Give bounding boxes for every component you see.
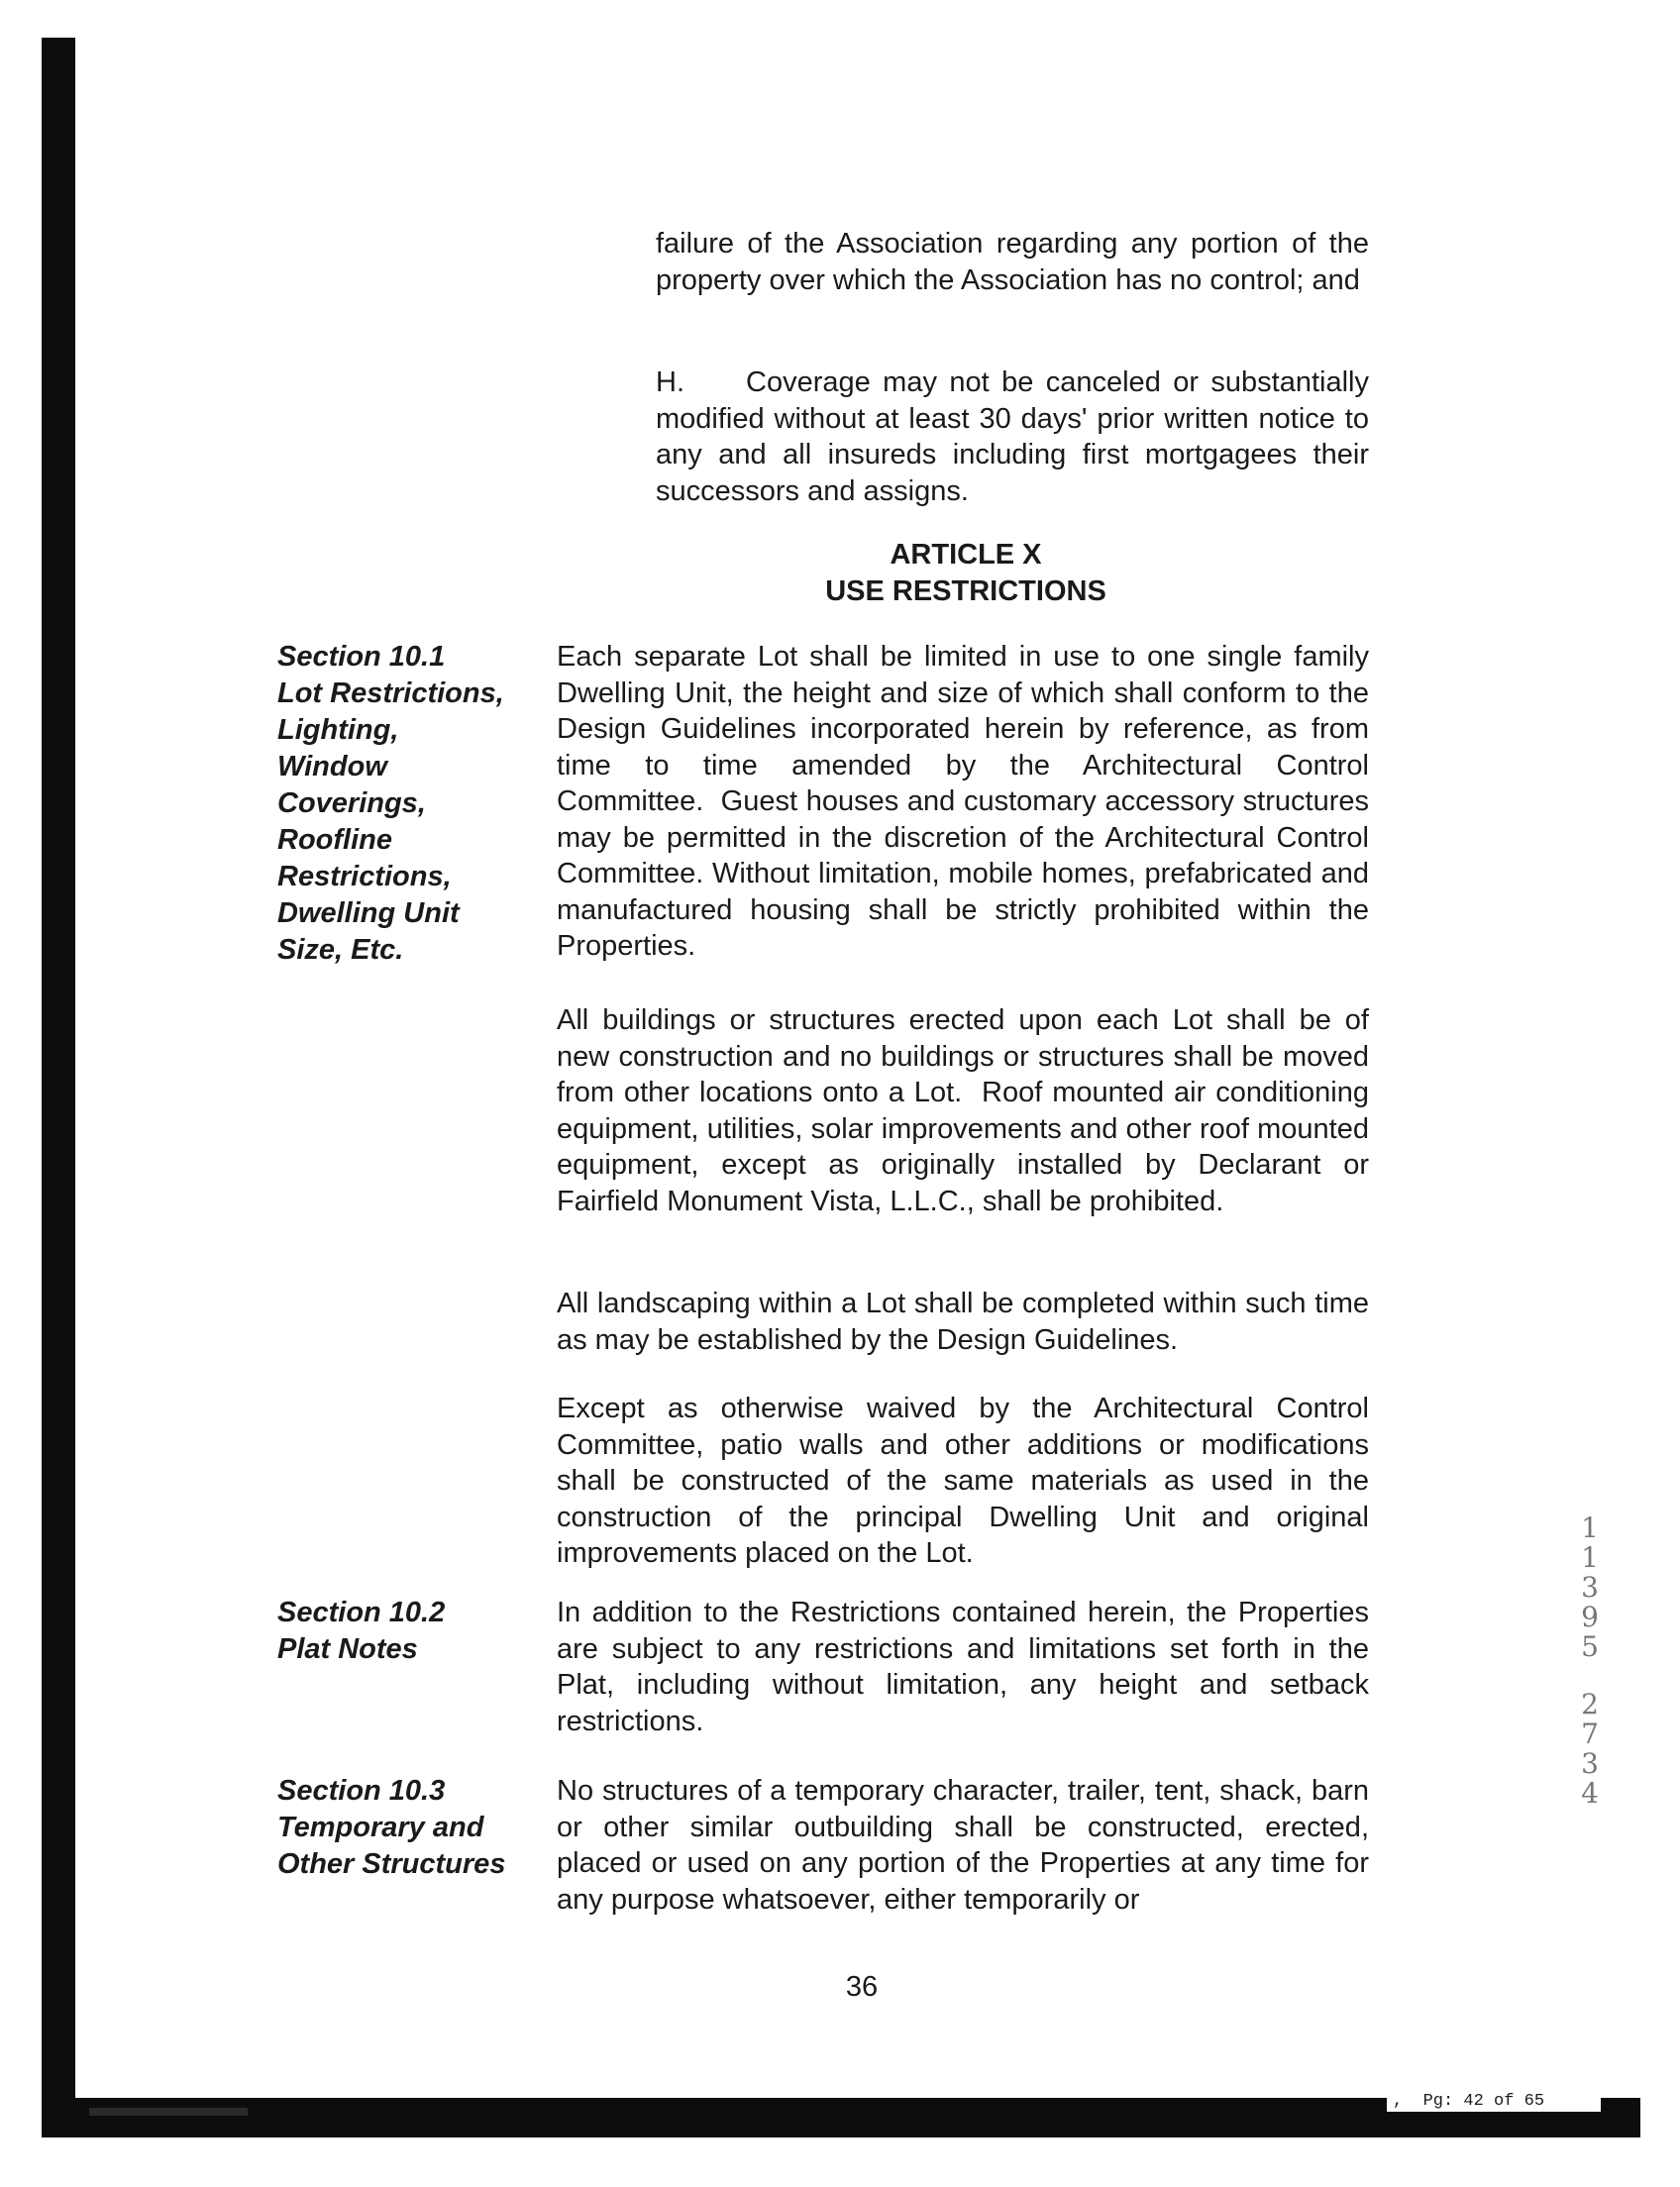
page-number: 36 [845, 1971, 879, 2003]
section-10-1-paragraph-3: All landscaping within a Lot shall be completed within such time as may be established by the Design Guidelines. [557, 1288, 1369, 1356]
article-title: USE RESTRICTIONS [825, 575, 1106, 607]
stamp-digit: 3 [1581, 1747, 1599, 1780]
heading-line: Window [277, 751, 387, 782]
stamp-digit: 1 [1581, 1511, 1599, 1544]
section-10-3-paragraph: No structures of a temporary character, trailer, tent, shack, barn or other similar outbuilding shall be constructed, erected, placed or used on any portion of the Properties at any time for any purpose whatsoever, either temporarily or [557, 1775, 1369, 1916]
heading-line: Roofline [277, 824, 392, 856]
section-10-2-paragraph: In addition to the Restrictions contained herein, the Properties are subject to any restrictions and limitations set forth in the Plat, including without limitation, any height and setback restrictions. [557, 1597, 1369, 1737]
heading-line: Other Structures [277, 1848, 506, 1880]
heading-line: Section 10.3 [277, 1775, 446, 1807]
heading-line: Coverings, [277, 787, 426, 819]
page-indicator: , Pg: 42 of 65 [1387, 2092, 1601, 2112]
heading-line: Dwelling Unit [277, 897, 460, 929]
continuation-paragraph: failure of the Association regarding any portion of the property over which the Association has no control; and [656, 228, 1369, 296]
stamp-digit: 7 [1581, 1718, 1599, 1750]
heading-line: Restrictions, [277, 861, 452, 892]
stamp-digit: 9 [1581, 1601, 1599, 1633]
article-number: ARTICLE X [890, 539, 1042, 571]
stamp-gap [1577, 1662, 1603, 1690]
stamp-digit: 5 [1581, 1630, 1599, 1663]
section-10-1-paragraph-2: All buildings or structures erected upon each Lot shall be of new construction and no buildings or structures shall be moved from other locations onto a Lot. Roof mounted air conditioning equipment, utilities, solar improvements and other roof mounted equipment, except as originally installed by Declarant or Fairfield Monument Vista, L.L.C., shall be prohibited. [557, 1004, 1369, 1217]
heading-line: Temporary and [277, 1812, 484, 1843]
section-10-2-heading [277, 1595, 535, 1668]
heading-line: Lighting, [277, 714, 399, 746]
stamp-digit: 3 [1581, 1571, 1599, 1604]
scan-noise [89, 2108, 248, 2116]
scan-left-border [42, 38, 75, 2110]
section-10-1-paragraph-4: Except as otherwise waived by the Architectural Control Committee, patio walls and other additions or modifications shall be constructed of the same materials as used in the construction of the principal Dwelling Unit and original improvements placed on the Lot. [557, 1393, 1369, 1569]
heading-line: Size, Etc. [277, 934, 404, 966]
section-10-1-heading [277, 639, 535, 969]
recording-number-stamp [1577, 1513, 1603, 1809]
section-10-1-paragraph-1: Each separate Lot shall be limited in use to one single family Dwelling Unit, the height and size of which shall conform to the Design Guidelines incorporated herein by reference, as from time to time amended by the Architectural Control Committee. Guest houses and customary accessory structures may be permitted in the discretion of the Architectural Control Committee. Without limitation, mobile homes, prefabricated and manufactured housing shall be strictly prohibited within the Properties. [557, 641, 1369, 962]
section-10-3-heading [277, 1773, 535, 1883]
heading-line: Section 10.2 [277, 1597, 446, 1628]
stamp-digit: 4 [1581, 1777, 1599, 1810]
heading-line: Section 10.1 [277, 641, 446, 673]
heading-line: Lot Restrictions, [277, 677, 504, 709]
heading-line: Plat Notes [277, 1633, 418, 1665]
stamp-digit: 2 [1581, 1688, 1599, 1720]
item-h-paragraph: H. Coverage may not be canceled or substantially modified without at least 30 days' prior written notice to any and all insureds including first mortgagees their successors and assigns. [656, 366, 1369, 507]
stamp-digit: 1 [1581, 1541, 1599, 1574]
